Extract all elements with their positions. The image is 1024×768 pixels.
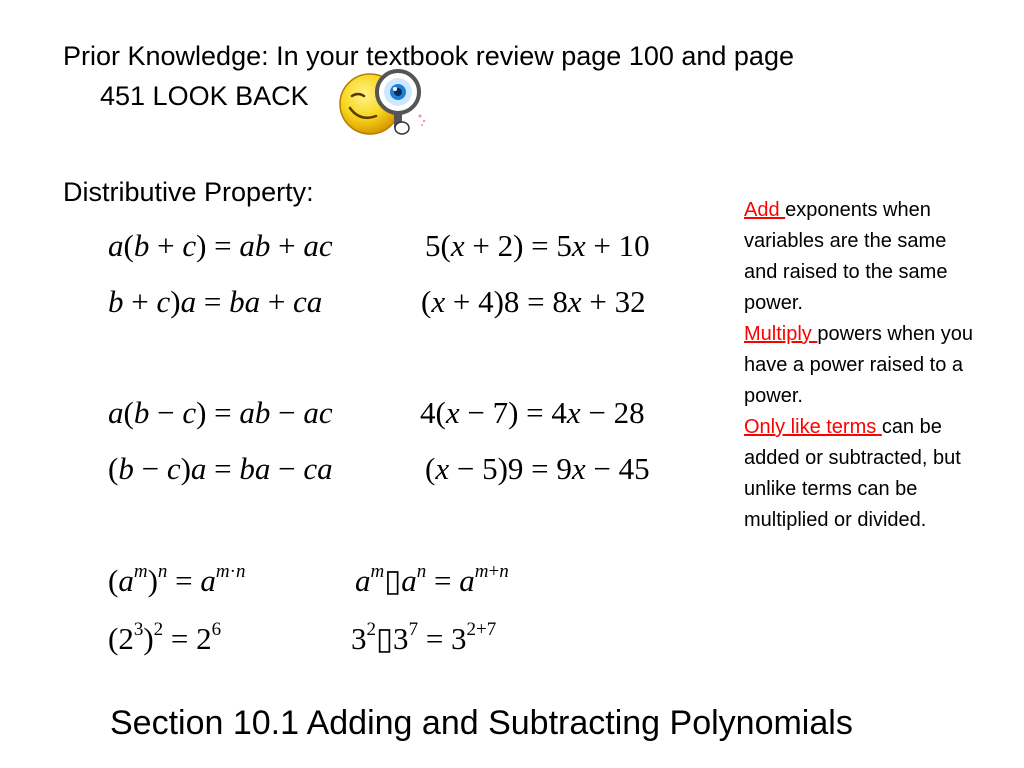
multiply-keyword: Multiply	[744, 323, 818, 345]
equation-distributive-general-4: (b − c)a = ba − ca	[108, 451, 333, 486]
add-rule-text: exponents when variables are the same and raised to the same power.	[744, 199, 948, 314]
magnifying-glass-emoji-icon	[336, 64, 430, 148]
equation-distributive-example-1: 5(x + 2) = 5x + 10	[425, 228, 650, 263]
equation-distributive-example-2: (x + 4)8 = 8x + 32	[421, 284, 646, 319]
like-terms-keyword: Only like terms	[744, 416, 882, 438]
equation-distributive-general-3: a(b − c) = ab − ac	[108, 395, 333, 430]
heading-line-1: Prior Knowledge: In your textbook review page 100 and page	[63, 41, 794, 71]
slide-footer-title: Section 10.1 Adding and Subtracting Polynomials	[110, 704, 853, 742]
equation-distributive-general-2: b + c)a = ba + ca	[108, 284, 323, 319]
heading-line-2: 451 LOOK BACK	[100, 81, 309, 111]
equation-distributive-general-1: a(b + c) = ab + ac	[108, 228, 333, 263]
multiply-rule-text: powers when you have a power raised to a power.	[744, 323, 974, 407]
equation-distributive-example-4: (x − 5)9 = 9x − 45	[425, 451, 650, 486]
equation-power-of-power: $(a^m)^n = a^{m\cdot n}$	[108, 561, 246, 598]
equation-product-of-powers-example: $3^2▯3^7 = 3^{2+7}$	[351, 619, 497, 656]
equation-power-of-power-example: $(2^3)^2 = 2^6$	[108, 619, 222, 656]
page-heading	[63, 36, 943, 116]
equation-product-of-powers: $a^m▯a^n = a^{m+n}$	[355, 561, 509, 598]
add-keyword: Add	[744, 199, 786, 221]
section-subheading: Distributive Property:	[63, 177, 314, 207]
like-terms-rule-text: can be added or subtracted, but unlike terms can be multiplied or divided.	[744, 416, 961, 531]
rules-sidebar	[744, 195, 984, 536]
equation-distributive-example-3: 4(x − 7) = 4x − 28	[420, 395, 645, 430]
